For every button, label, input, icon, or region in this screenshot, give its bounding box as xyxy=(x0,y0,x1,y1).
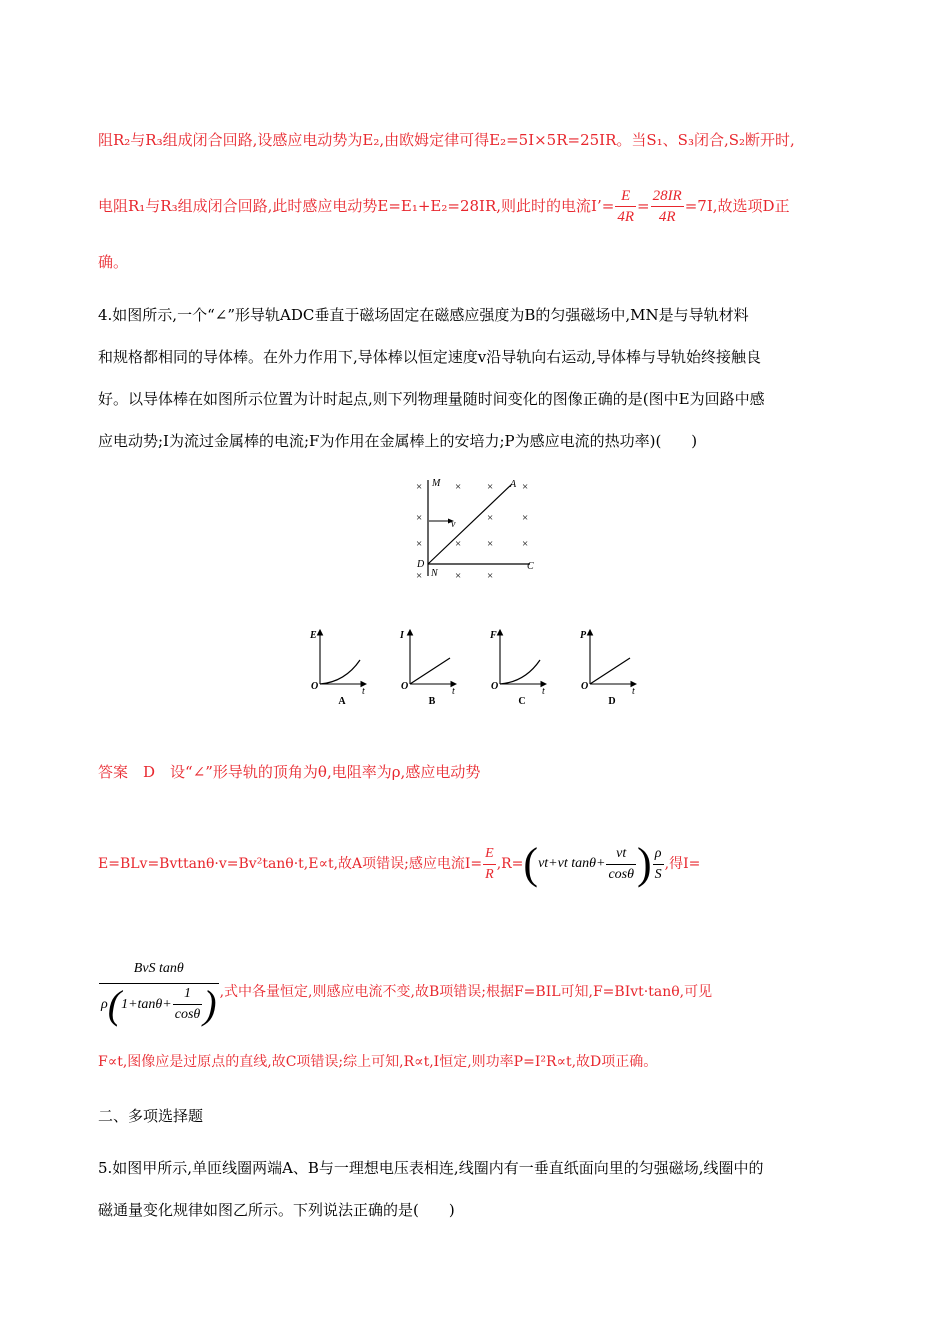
question-5-line-1: 5.如图甲所示,单匝线圈两端A、B与一理想电压表相连,线圈内有一垂直纸面向里的匀强磁场,线圈中的 xyxy=(98,1159,764,1177)
resistance-expression: vt+vt tanθ+ xyxy=(538,856,606,871)
svg-text:×: × xyxy=(522,512,529,524)
svg-text:×: × xyxy=(487,512,494,524)
label-d: D xyxy=(417,559,425,570)
svg-text:×: × xyxy=(522,538,529,550)
fraction-28ir-over-4r: $\frac{28IR}{4R}$ xyxy=(652,187,682,225)
fraction-rho-over-s: $\frac{\rho}{S}$ xyxy=(654,845,662,882)
graph-caption: B xyxy=(428,696,436,707)
svg-text:×: × xyxy=(487,538,494,550)
answer-explanation-line-4: F∝t,图像应是过原点的直线,故C项错误;综上可知,R∝t,I恒定,则功率P=I²R∝t,故D项正确。 xyxy=(98,1054,658,1070)
question-4-line-1: 4.如图所示,一个“∠”形导轨ADC垂直于磁场固定在磁感应强度为B的匀强磁场中,MN是与导轨材料 xyxy=(98,306,749,324)
graph-line xyxy=(410,658,450,684)
label-m: M xyxy=(432,478,441,489)
x-axis-label: t xyxy=(542,686,545,697)
graph-curve xyxy=(320,660,360,684)
answer-line-3: 确。 xyxy=(98,253,129,271)
x-axis-label: t xyxy=(362,686,365,697)
rail-figure xyxy=(408,474,548,586)
answer-line-2: 电阻R₁与R₃组成闭合回路,此时感应电动势E=E₁+E₂=28IR,则此时的电流I’= $\frac{E}{4R}$ = $\frac{28IR}{4R}$ =7I,故选项D正 xyxy=(98,187,790,225)
fraction-e-over-r: $\frac{E}{R}$ xyxy=(485,845,494,882)
answer-text: 阻R₂与R₃组成闭合回路,设感应电动势为E₂,由欧姆定律可得E₂=5I×5R=25IR。当S₁、S₃闭合,S₂断开时, xyxy=(98,131,795,149)
y-axis-label: E xyxy=(310,630,317,641)
answer-line-1 xyxy=(98,130,795,150)
y-axis-label: P xyxy=(580,630,587,641)
svg-text:×: × xyxy=(416,538,423,550)
graph-curve xyxy=(500,660,540,684)
graph-line xyxy=(590,658,630,684)
origin-label: O xyxy=(311,681,319,692)
fraction-vt-over-cos: $\frac{vt}{\cos\theta}$ xyxy=(608,845,634,882)
field-crosses xyxy=(416,481,528,582)
graph-option-d xyxy=(580,630,636,707)
left-paren: ( xyxy=(523,839,539,888)
svg-text:×: × xyxy=(455,538,462,550)
label-c: C xyxy=(527,561,534,572)
label-n: N xyxy=(431,568,438,579)
origin-label: O xyxy=(401,681,409,692)
graph-option-a xyxy=(309,630,366,707)
svg-text:×: × xyxy=(522,481,529,493)
svg-text:×: × xyxy=(487,481,494,493)
answer-explanation-line-3: BvS tanθ ρ ( 1+tanθ+ $\frac{1}{\cos\theta}$ ) ,式中各量恒定,则感应电流不变,故B项错误;根据F=BIL可知,F=BIvt·tanθ,可见 xyxy=(101,961,713,1027)
graph-option-b xyxy=(399,630,456,707)
current-formula-fraction: BvS tanθ ρ ( 1+tanθ+ $\frac{1}{\cos\theta}$ ) xyxy=(101,961,217,1027)
section-heading: 二、多项选择题 xyxy=(98,1107,204,1125)
question-5-line-2: 磁通量变化规律如图乙所示。下列说法正确的是( ) xyxy=(98,1201,455,1219)
svg-text:×: × xyxy=(455,481,462,493)
label-a: A xyxy=(510,479,517,490)
graph-caption: C xyxy=(518,696,526,707)
svg-text:×: × xyxy=(455,570,462,582)
x-axis-label: t xyxy=(632,686,635,697)
answer-explanation-line-2: E=BLv=Bvttanθ·v=Bv²tanθ·t,E∝t,故A项错误;感应电流I= $\frac{E}{R}$ ,R= ( vt+vt tanθ+ $\frac{vt}{\cos\theta}$ ) $\frac{\rho}{S}$ ,得I= xyxy=(98,839,701,888)
option-graphs xyxy=(300,624,650,710)
answer-text: =7I,故选项D正 xyxy=(684,197,790,215)
graph-caption: D xyxy=(608,696,616,707)
origin-label: O xyxy=(491,681,499,692)
question-4-line-3: 好。以导体棒在如图所示位置为计时起点,则下列物理量随时间变化的图像正确的是(图中E为回路中感 xyxy=(98,390,765,408)
question-4-line-2: 和规格都相同的导体棒。在外力作用下,导体棒以恒定速度v沿导轨向右运动,导体棒与导轨始终接触良 xyxy=(98,348,762,366)
rail-da xyxy=(428,484,512,564)
y-axis-label: F xyxy=(490,630,497,641)
svg-text:×: × xyxy=(487,570,494,582)
answer-text: 电阻R₁与R₃组成闭合回路,此时感应电动势E=E₁+E₂=28IR,则此时的电流I’= xyxy=(98,197,615,215)
svg-text:×: × xyxy=(416,512,423,524)
svg-text:×: × xyxy=(416,570,423,582)
svg-text:×: × xyxy=(416,481,423,493)
right-paren: ) xyxy=(637,839,652,888)
fraction-e-over-4r: $\frac{E}{4R}$ xyxy=(617,187,634,225)
x-axis-label: t xyxy=(452,686,455,697)
graph-option-c xyxy=(489,630,546,707)
origin-label: O xyxy=(581,681,589,692)
graph-caption: A xyxy=(338,696,346,707)
answer-explanation-line-1: 答案 D 设“∠”形导轨的顶角为θ,电阻率为ρ,感应电动势 xyxy=(98,763,481,781)
question-4-line-4: 应电动势;I为流过金属棒的电流;F为作用在金属棒上的安培力;P为感应电流的热功率)( ) xyxy=(98,432,698,450)
label-v: v xyxy=(451,519,456,530)
y-axis-label: I xyxy=(400,630,404,641)
